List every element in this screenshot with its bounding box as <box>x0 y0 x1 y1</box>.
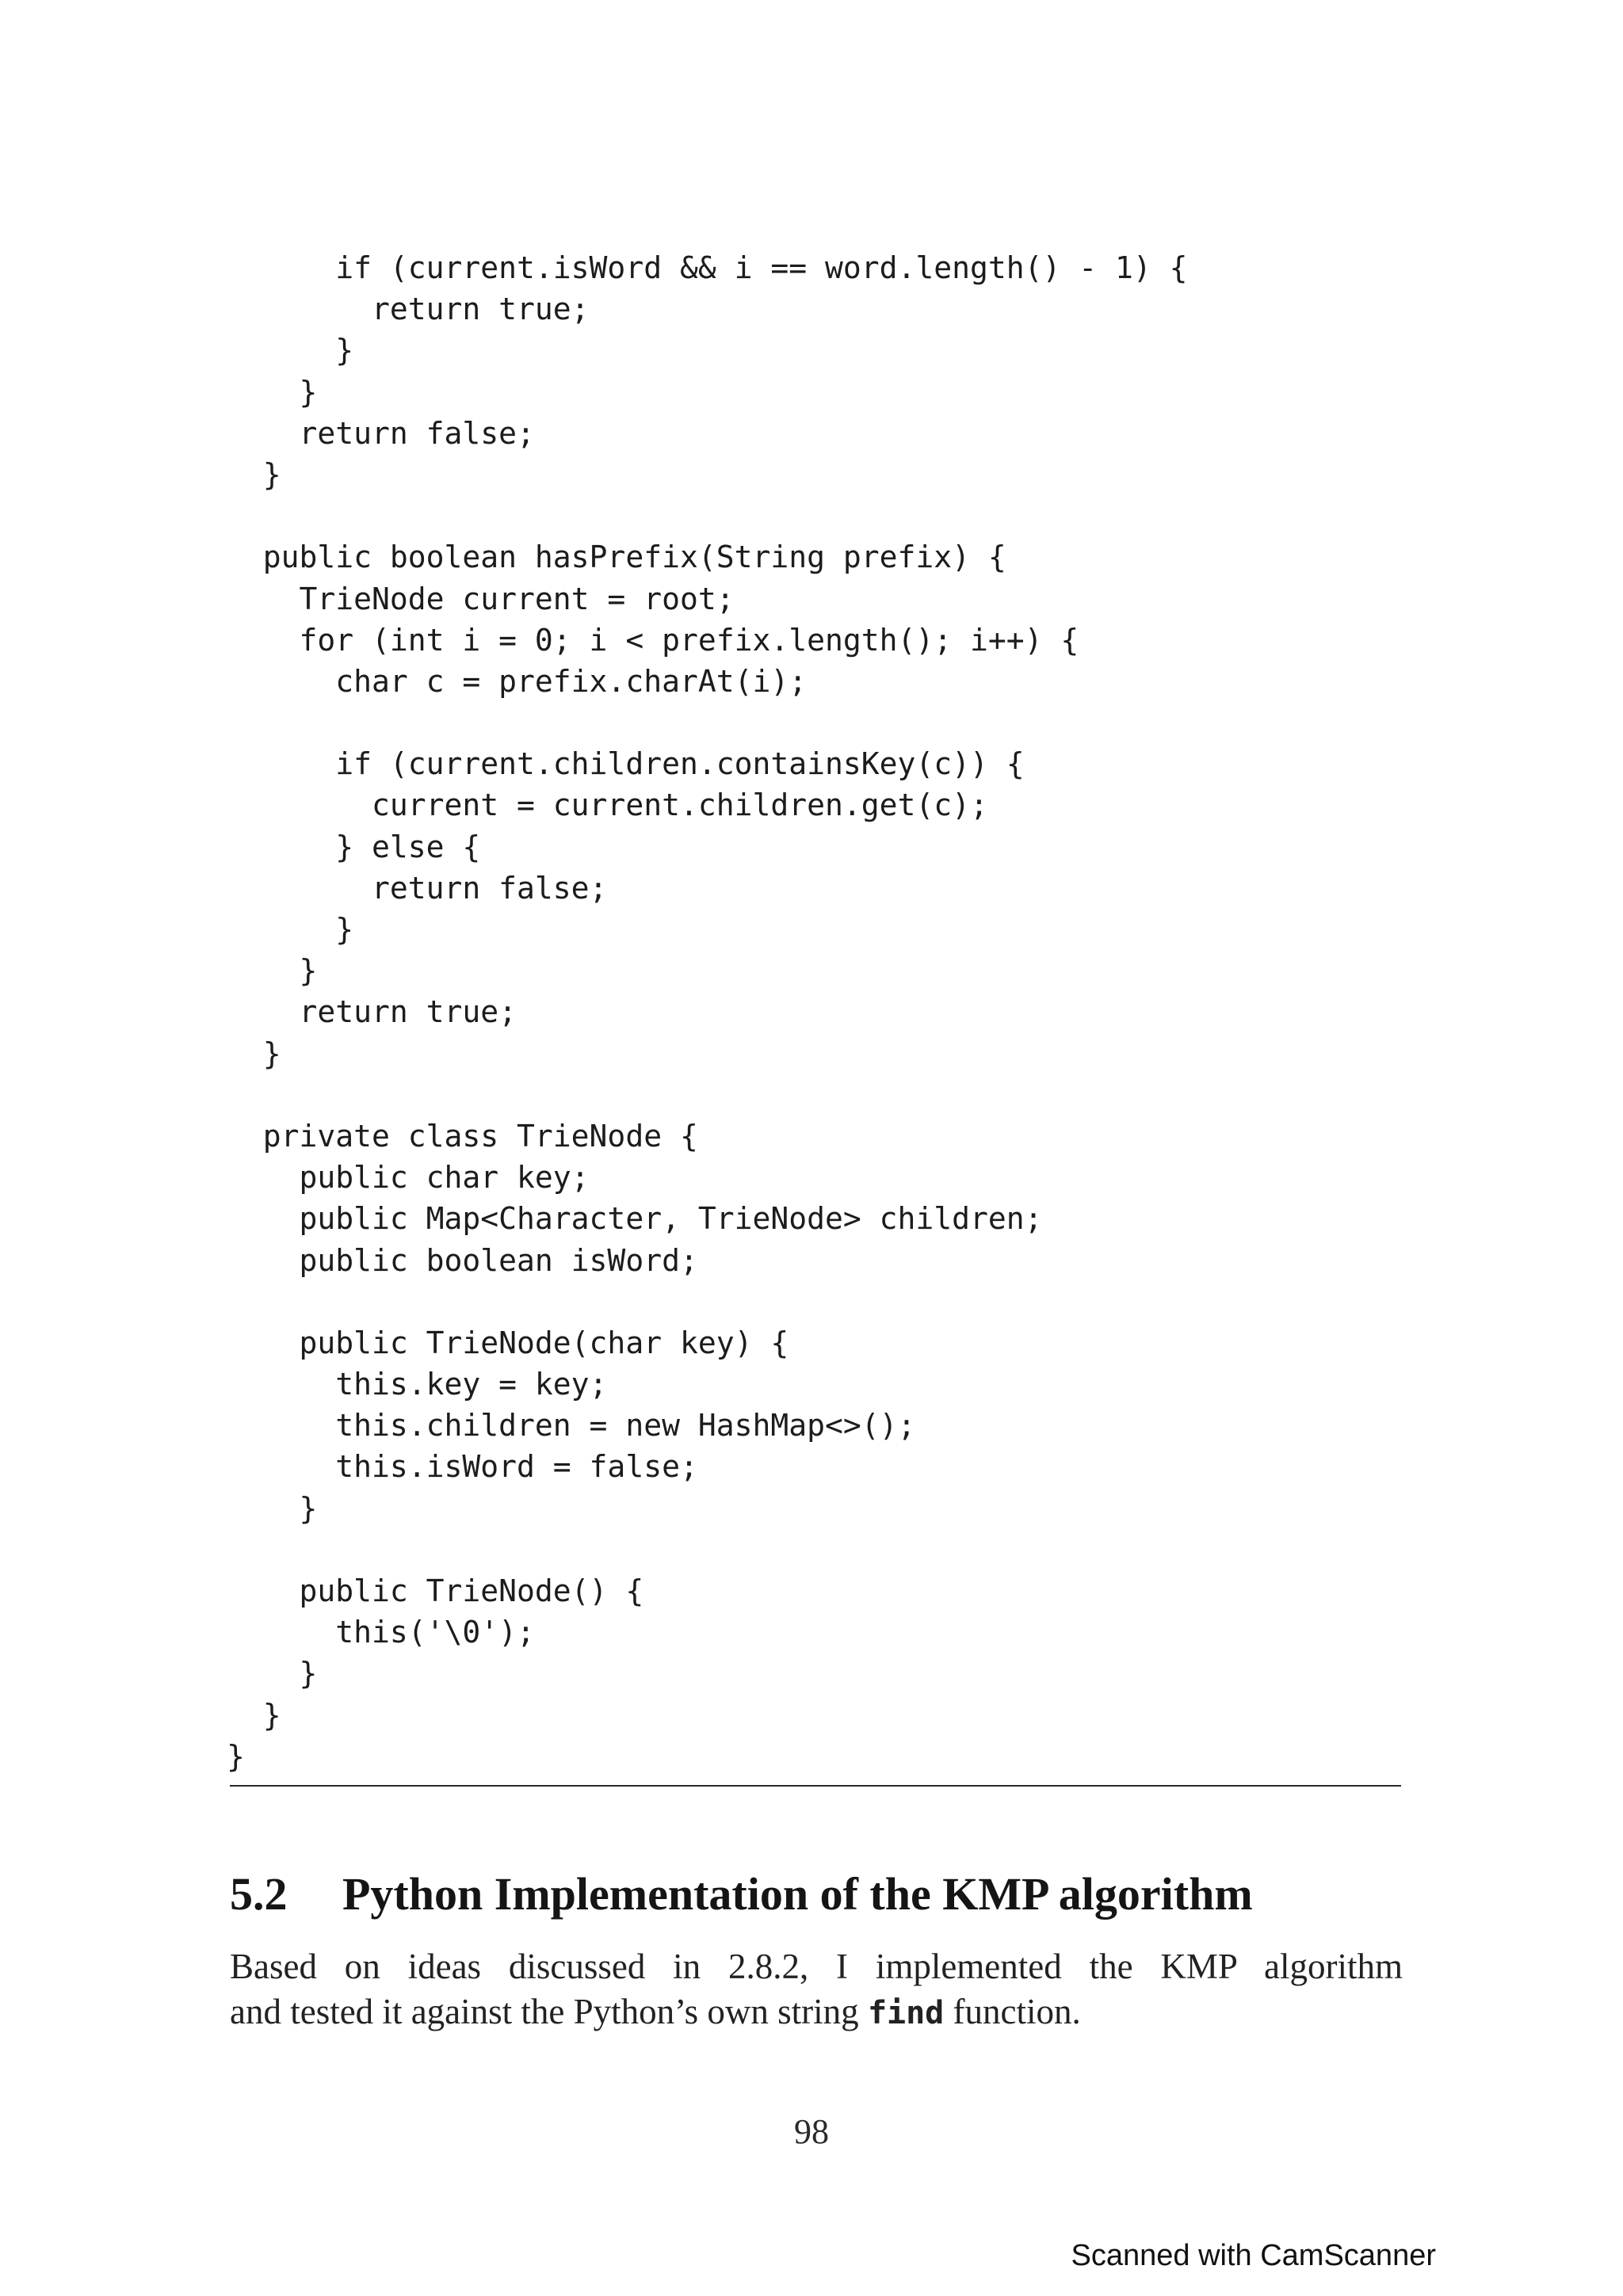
code-line: } else { <box>227 829 481 864</box>
section-number: 5.2 <box>230 1868 288 1920</box>
code-line: if (current.children.containsKey(c)) { <box>227 746 1025 782</box>
paragraph-text: function. <box>944 1992 1081 2031</box>
code-line: return true; <box>227 292 590 327</box>
code-line: for (int i = 0; i < prefix.length(); i++) { <box>227 622 1079 658</box>
code-line: } <box>227 953 318 989</box>
code-line: char c = prefix.charAt(i); <box>227 663 808 699</box>
scanner-watermark: Scanned with CamScanner <box>1071 2239 1436 2272</box>
code-line: } <box>227 456 281 492</box>
code-line: public boolean hasPrefix(String prefix) { <box>227 540 1006 575</box>
code-line: return false; <box>227 870 608 906</box>
body-paragraph <box>230 1944 1403 2036</box>
code-line: } <box>227 1738 245 1774</box>
code-line: public TrieNode() { <box>227 1573 644 1608</box>
paragraph-line: Based on ideas discussed in 2.8.2, I implemented the KMP algorithm <box>230 1947 1403 1986</box>
code-line: if (current.isWord && i == word.length() - 1) { <box>227 250 1188 285</box>
code-line: } <box>227 912 354 947</box>
page-number: 98 <box>794 2112 829 2151</box>
code-line: public boolean isWord; <box>227 1242 698 1278</box>
code-line <box>227 1281 1188 1322</box>
code-line: this.key = key; <box>227 1367 608 1402</box>
section-heading <box>230 1867 1253 1922</box>
code-line: } <box>227 1490 318 1526</box>
code-line <box>227 1529 1188 1570</box>
paragraph-line <box>230 1989 1403 2036</box>
code-line: public Map<Character, TrieNode> children; <box>227 1201 1043 1237</box>
code-line: public char key; <box>227 1160 590 1196</box>
code-line: this.children = new HashMap<>(); <box>227 1408 916 1444</box>
code-line: } <box>227 1697 281 1733</box>
code-line: TrieNode current = root; <box>227 581 735 616</box>
code-listing <box>227 247 1188 1777</box>
paragraph-text: and tested it against the Python’s own string <box>230 1992 868 2031</box>
section-divider <box>230 1785 1401 1787</box>
code-line: current = current.children.get(c); <box>227 788 988 823</box>
section-title: Python Implementation of the KMP algorithm <box>342 1868 1253 1920</box>
code-line: } <box>227 374 318 410</box>
code-line: private class TrieNode { <box>227 1118 698 1154</box>
code-line: this.isWord = false; <box>227 1449 698 1485</box>
code-line: } <box>227 1656 318 1691</box>
code-line: this('\0'); <box>227 1615 535 1650</box>
code-line <box>227 702 1188 743</box>
code-line <box>227 495 1188 536</box>
code-line: return false; <box>227 415 535 451</box>
code-line <box>227 1074 1188 1116</box>
inline-code-find: find <box>867 1995 945 2031</box>
code-line: } <box>227 1035 281 1071</box>
code-line: } <box>227 333 354 368</box>
code-line: public TrieNode(char key) { <box>227 1325 789 1360</box>
code-line: return true; <box>227 994 517 1030</box>
